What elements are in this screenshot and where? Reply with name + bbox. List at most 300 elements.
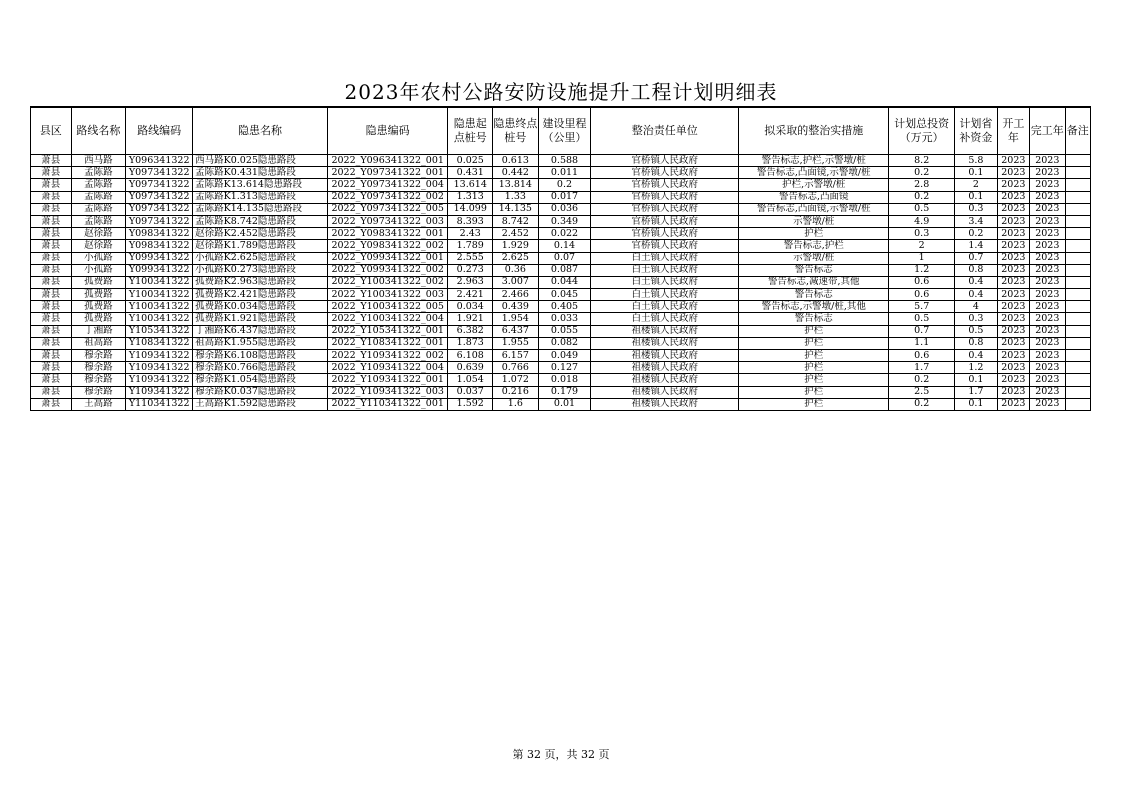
cell-start-stake: 6.382 — [448, 325, 493, 337]
cell-county: 萧县 — [31, 191, 72, 203]
cell-start-year: 2023 — [997, 350, 1029, 362]
cell-hazard-code: 2022_Y097341322_004 — [327, 179, 448, 191]
table-row — [31, 289, 1091, 301]
cell-start-stake: 1.921 — [448, 313, 493, 325]
cell-note — [1065, 374, 1090, 386]
cell-end-stake: 2.452 — [493, 228, 539, 240]
cell-note — [1065, 289, 1090, 301]
cell-route-code: Y100341322 — [126, 301, 193, 313]
cell-responsible-unit: 祖楼镇人民政府 — [591, 337, 739, 349]
cell-end-year: 2023 — [1030, 362, 1065, 374]
cell-hazard-name: 西马路K0.025隐患路段 — [193, 155, 328, 167]
cell-mileage: 0.14 — [538, 240, 591, 252]
cell-hazard-code: 2022_Y097341322_002 — [327, 191, 448, 203]
table-row — [31, 374, 1091, 386]
cell-start-year: 2023 — [997, 215, 1029, 227]
cell-hazard-name: 孟陈路K8.742隐患路段 — [193, 215, 328, 227]
cell-investment: 0.6 — [889, 289, 955, 301]
cell-hazard-name: 孟陈路K0.431隐患路段 — [193, 167, 328, 179]
cell-mileage: 0.055 — [538, 325, 591, 337]
cell-measures: 护栏 — [739, 350, 889, 362]
cell-note — [1065, 301, 1090, 313]
table-header-row — [31, 107, 1091, 155]
cell-end-year: 2023 — [1030, 350, 1065, 362]
cell-note — [1065, 386, 1090, 398]
cell-measures: 警告标志,凸面镜 — [739, 191, 889, 203]
cell-mileage: 0.2 — [538, 179, 591, 191]
cell-note — [1065, 252, 1090, 264]
cell-note — [1065, 203, 1090, 215]
header-note: 备注 — [1065, 107, 1090, 155]
cell-hazard-name: 小孤路K0.273隐患路段 — [193, 264, 328, 276]
cell-end-stake: 0.439 — [493, 301, 539, 313]
cell-hazard-name: 孤费路K2.963隐患路段 — [193, 276, 328, 288]
cell-measures: 示警墩/桩 — [739, 252, 889, 264]
table-row — [31, 228, 1091, 240]
cell-end-year: 2023 — [1030, 398, 1065, 410]
cell-subsidy: 0.3 — [955, 313, 998, 325]
cell-responsible-unit: 官桥镇人民政府 — [591, 167, 739, 179]
cell-start-year: 2023 — [997, 240, 1029, 252]
cell-responsible-unit: 祖楼镇人民政府 — [591, 374, 739, 386]
cell-mileage: 0.01 — [538, 398, 591, 410]
cell-start-year: 2023 — [997, 264, 1029, 276]
cell-county: 萧县 — [31, 203, 72, 215]
cell-measures: 护栏,示警墩/桩 — [739, 179, 889, 191]
header-start-stake: 隐患起点桩号 — [448, 107, 493, 155]
cell-subsidy: 0.3 — [955, 203, 998, 215]
cell-route-code: Y109341322 — [126, 386, 193, 398]
table-row — [31, 203, 1091, 215]
cell-investment: 2.8 — [889, 179, 955, 191]
cell-end-year: 2023 — [1030, 191, 1065, 203]
cell-start-year: 2023 — [997, 337, 1029, 349]
cell-investment: 1.7 — [889, 362, 955, 374]
cell-subsidy: 4 — [955, 301, 998, 313]
cell-start-stake: 1.054 — [448, 374, 493, 386]
cell-investment: 0.2 — [889, 374, 955, 386]
cell-measures: 护栏 — [739, 398, 889, 410]
cell-route-code: Y108341322 — [126, 337, 193, 349]
cell-county: 萧县 — [31, 289, 72, 301]
cell-hazard-code: 2022_Y097341322_003 — [327, 215, 448, 227]
cell-start-year: 2023 — [997, 191, 1029, 203]
cell-measures: 警告标志,减速带,其他 — [739, 276, 889, 288]
cell-hazard-name: 孟陈路K14.135隐患路段 — [193, 203, 328, 215]
cell-subsidy: 0.8 — [955, 337, 998, 349]
cell-start-stake: 1.873 — [448, 337, 493, 349]
cell-hazard-code: 2022_Y108341322_001 — [327, 337, 448, 349]
header-county: 县区 — [31, 107, 72, 155]
cell-hazard-code: 2022_Y097341322_001 — [327, 167, 448, 179]
cell-measures: 警告标志,护栏,示警墩/桩 — [739, 155, 889, 167]
cell-end-stake: 1.6 — [493, 398, 539, 410]
cell-hazard-name: 孟陈路K1.313隐患路段 — [193, 191, 328, 203]
cell-hazard-name: 穆余路K6.108隐患路段 — [193, 350, 328, 362]
cell-route-code: Y098341322 — [126, 228, 193, 240]
cell-end-year: 2023 — [1030, 276, 1065, 288]
cell-route-code: Y100341322 — [126, 276, 193, 288]
cell-start-year: 2023 — [997, 276, 1029, 288]
cell-hazard-name: 孤费路K0.034隐患路段 — [193, 301, 328, 313]
cell-investment: 1.2 — [889, 264, 955, 276]
cell-hazard-name: 王高路K1.592隐患路段 — [193, 398, 328, 410]
cell-start-year: 2023 — [997, 374, 1029, 386]
header-mileage: 建设里程（公里） — [538, 107, 591, 155]
cell-hazard-code: 2022_Y097341322_005 — [327, 203, 448, 215]
cell-county: 萧县 — [31, 215, 72, 227]
cell-start-stake: 1.789 — [448, 240, 493, 252]
cell-county: 萧县 — [31, 398, 72, 410]
cell-end-stake: 1.955 — [493, 337, 539, 349]
cell-hazard-name: 赵徐路K2.452隐患路段 — [193, 228, 328, 240]
cell-subsidy: 0.4 — [955, 350, 998, 362]
cell-route-name: 祖高路 — [71, 337, 126, 349]
cell-responsible-unit: 祖楼镇人民政府 — [591, 325, 739, 337]
page-title: 2023年农村公路安防设施提升工程计划明细表 — [344, 80, 778, 104]
header-measures: 拟采取的整治实措施 — [739, 107, 889, 155]
cell-investment: 0.5 — [889, 203, 955, 215]
table-body — [31, 155, 1091, 411]
cell-hazard-code: 2022_Y109341322_001 — [327, 374, 448, 386]
cell-note — [1065, 325, 1090, 337]
cell-hazard-name: 赵徐路K1.789隐患路段 — [193, 240, 328, 252]
cell-responsible-unit: 官桥镇人民政府 — [591, 191, 739, 203]
cell-start-year: 2023 — [997, 252, 1029, 264]
cell-measures: 警告标志,凸面镜,示警墩/桩 — [739, 203, 889, 215]
cell-responsible-unit: 白土镇人民政府 — [591, 313, 739, 325]
cell-start-stake: 0.037 — [448, 386, 493, 398]
cell-start-year: 2023 — [997, 386, 1029, 398]
table-row — [31, 276, 1091, 288]
cell-subsidy: 1.4 — [955, 240, 998, 252]
cell-start-year: 2023 — [997, 155, 1029, 167]
cell-start-stake: 1.313 — [448, 191, 493, 203]
cell-measures: 警告标志 — [739, 264, 889, 276]
table-row — [31, 337, 1091, 349]
cell-measures: 护栏 — [739, 362, 889, 374]
cell-investment: 2 — [889, 240, 955, 252]
cell-measures: 护栏 — [739, 374, 889, 386]
header-responsible-unit: 整治责任单位 — [591, 107, 739, 155]
cell-start-year: 2023 — [997, 398, 1029, 410]
cell-start-stake: 0.639 — [448, 362, 493, 374]
cell-start-year: 2023 — [997, 167, 1029, 179]
cell-responsible-unit: 白土镇人民政府 — [591, 252, 739, 264]
cell-responsible-unit: 白土镇人民政府 — [591, 289, 739, 301]
cell-end-stake: 14.135 — [493, 203, 539, 215]
cell-route-code: Y110341322 — [126, 398, 193, 410]
cell-subsidy: 5.8 — [955, 155, 998, 167]
header-hazard-code: 隐患编码 — [327, 107, 448, 155]
cell-measures: 警告标志 — [739, 289, 889, 301]
cell-start-stake: 2.43 — [448, 228, 493, 240]
cell-route-code: Y097341322 — [126, 215, 193, 227]
cell-measures: 警告标志,凸面镜,示警墩/桩 — [739, 167, 889, 179]
cell-end-stake: 0.613 — [493, 155, 539, 167]
cell-hazard-code: 2022_Y098341322_001 — [327, 228, 448, 240]
cell-hazard-name: 孤费路K1.921隐患路段 — [193, 313, 328, 325]
cell-subsidy: 0.1 — [955, 374, 998, 386]
cell-investment: 1.1 — [889, 337, 955, 349]
cell-start-year: 2023 — [997, 179, 1029, 191]
cell-investment: 8.2 — [889, 155, 955, 167]
cell-start-stake: 13.614 — [448, 179, 493, 191]
cell-investment: 0.5 — [889, 313, 955, 325]
cell-measures: 护栏 — [739, 228, 889, 240]
cell-route-code: Y105341322 — [126, 325, 193, 337]
table-row — [31, 264, 1091, 276]
cell-hazard-code: 2022_Y105341322_001 — [327, 325, 448, 337]
cell-mileage: 0.087 — [538, 264, 591, 276]
cell-subsidy: 0.5 — [955, 325, 998, 337]
cell-route-code: Y096341322 — [126, 155, 193, 167]
cell-route-name: 穆余路 — [71, 350, 126, 362]
cell-hazard-code: 2022_Y100341322_003 — [327, 289, 448, 301]
cell-note — [1065, 240, 1090, 252]
cell-hazard-code: 2022_Y096341322_001 — [327, 155, 448, 167]
cell-end-stake: 2.466 — [493, 289, 539, 301]
cell-route-code: Y097341322 — [126, 167, 193, 179]
cell-end-year: 2023 — [1030, 228, 1065, 240]
cell-end-year: 2023 — [1030, 179, 1065, 191]
cell-hazard-name: 孟陈路K13.614隐患路段 — [193, 179, 328, 191]
cell-hazard-code: 2022_Y109341322_003 — [327, 386, 448, 398]
cell-start-year: 2023 — [997, 362, 1029, 374]
cell-mileage: 0.049 — [538, 350, 591, 362]
cell-mileage: 0.127 — [538, 362, 591, 374]
cell-note — [1065, 179, 1090, 191]
cell-mileage: 0.036 — [538, 203, 591, 215]
cell-measures: 警告标志 — [739, 313, 889, 325]
cell-mileage: 0.017 — [538, 191, 591, 203]
cell-subsidy: 0.1 — [955, 398, 998, 410]
cell-investment: 4.9 — [889, 215, 955, 227]
cell-hazard-name: 孤费路K2.421隐患路段 — [193, 289, 328, 301]
cell-route-name: 孤费路 — [71, 301, 126, 313]
cell-end-year: 2023 — [1030, 155, 1065, 167]
cell-start-year: 2023 — [997, 313, 1029, 325]
cell-county: 萧县 — [31, 374, 72, 386]
cell-responsible-unit: 官桥镇人民政府 — [591, 228, 739, 240]
cell-route-code: Y097341322 — [126, 203, 193, 215]
cell-subsidy: 2 — [955, 179, 998, 191]
cell-end-stake: 1.33 — [493, 191, 539, 203]
cell-start-stake: 0.034 — [448, 301, 493, 313]
cell-county: 萧县 — [31, 167, 72, 179]
cell-investment: 0.2 — [889, 191, 955, 203]
table-row — [31, 155, 1091, 167]
cell-note — [1065, 362, 1090, 374]
cell-responsible-unit: 白土镇人民政府 — [591, 301, 739, 313]
cell-investment: 0.6 — [889, 350, 955, 362]
table-row — [31, 350, 1091, 362]
cell-route-code: Y100341322 — [126, 289, 193, 301]
cell-start-stake: 0.273 — [448, 264, 493, 276]
table-row — [31, 215, 1091, 227]
cell-county: 萧县 — [31, 155, 72, 167]
cell-measures: 示警墩/桩 — [739, 215, 889, 227]
cell-route-code: Y098341322 — [126, 240, 193, 252]
table-row — [31, 240, 1091, 252]
cell-end-stake: 1.954 — [493, 313, 539, 325]
cell-subsidy: 0.7 — [955, 252, 998, 264]
cell-hazard-name: 丁湘路K6.437隐患路段 — [193, 325, 328, 337]
cell-responsible-unit: 祖楼镇人民政府 — [591, 350, 739, 362]
cell-end-year: 2023 — [1030, 252, 1065, 264]
cell-route-name: 孟陈路 — [71, 167, 126, 179]
cell-county: 萧县 — [31, 386, 72, 398]
cell-mileage: 0.011 — [538, 167, 591, 179]
cell-end-stake: 0.442 — [493, 167, 539, 179]
cell-start-stake: 0.431 — [448, 167, 493, 179]
cell-note — [1065, 155, 1090, 167]
cell-route-name: 小孤路 — [71, 252, 126, 264]
cell-start-stake: 14.099 — [448, 203, 493, 215]
cell-route-code: Y097341322 — [126, 179, 193, 191]
cell-responsible-unit: 白土镇人民政府 — [591, 276, 739, 288]
table-row — [31, 167, 1091, 179]
cell-start-stake: 0.025 — [448, 155, 493, 167]
cell-route-name: 孟陈路 — [71, 179, 126, 191]
cell-route-name: 孟陈路 — [71, 191, 126, 203]
cell-mileage: 0.07 — [538, 252, 591, 264]
cell-county: 萧县 — [31, 362, 72, 374]
header-subsidy: 计划省补资金 — [955, 107, 998, 155]
cell-route-name: 孤费路 — [71, 313, 126, 325]
cell-measures: 警告标志,示警墩/桩,其他 — [739, 301, 889, 313]
cell-end-stake: 0.216 — [493, 386, 539, 398]
cell-subsidy: 1.2 — [955, 362, 998, 374]
cell-county: 萧县 — [31, 179, 72, 191]
cell-route-name: 孤费路 — [71, 289, 126, 301]
cell-note — [1065, 215, 1090, 227]
table-row — [31, 386, 1091, 398]
cell-responsible-unit: 官桥镇人民政府 — [591, 155, 739, 167]
cell-measures: 警告标志,护栏 — [739, 240, 889, 252]
table-row — [31, 179, 1091, 191]
header-investment: 计划总投资（万元） — [889, 107, 955, 155]
cell-subsidy: 1.7 — [955, 386, 998, 398]
cell-county: 萧县 — [31, 276, 72, 288]
cell-county: 萧县 — [31, 325, 72, 337]
cell-end-year: 2023 — [1030, 240, 1065, 252]
cell-start-stake: 2.555 — [448, 252, 493, 264]
cell-route-name: 孤费路 — [71, 276, 126, 288]
table-row — [31, 252, 1091, 264]
cell-mileage: 0.082 — [538, 337, 591, 349]
cell-mileage: 0.588 — [538, 155, 591, 167]
cell-note — [1065, 228, 1090, 240]
cell-investment: 0.7 — [889, 325, 955, 337]
cell-subsidy: 3.4 — [955, 215, 998, 227]
table-row — [31, 301, 1091, 313]
cell-end-stake: 0.766 — [493, 362, 539, 374]
cell-end-stake: 1.072 — [493, 374, 539, 386]
cell-investment: 0.2 — [889, 167, 955, 179]
cell-route-name: 穆余路 — [71, 386, 126, 398]
cell-route-name: 丁湘路 — [71, 325, 126, 337]
cell-responsible-unit: 官桥镇人民政府 — [591, 203, 739, 215]
cell-hazard-code: 2022_Y099341322_001 — [327, 252, 448, 264]
cell-investment: 5.7 — [889, 301, 955, 313]
cell-investment: 0.6 — [889, 276, 955, 288]
cell-end-stake: 6.157 — [493, 350, 539, 362]
cell-county: 萧县 — [31, 264, 72, 276]
cell-route-name: 王高路 — [71, 398, 126, 410]
cell-note — [1065, 264, 1090, 276]
cell-responsible-unit: 官桥镇人民政府 — [591, 179, 739, 191]
cell-mileage: 0.044 — [538, 276, 591, 288]
cell-subsidy: 0.1 — [955, 167, 998, 179]
cell-note — [1065, 191, 1090, 203]
cell-hazard-code: 2022_Y109341322_004 — [327, 362, 448, 374]
cell-investment: 0.3 — [889, 228, 955, 240]
cell-end-year: 2023 — [1030, 264, 1065, 276]
cell-end-year: 2023 — [1030, 325, 1065, 337]
cell-end-year: 2023 — [1030, 215, 1065, 227]
cell-subsidy: 0.1 — [955, 191, 998, 203]
cell-end-year: 2023 — [1030, 386, 1065, 398]
cell-start-year: 2023 — [997, 301, 1029, 313]
header-route-name: 路线名称 — [71, 107, 126, 155]
header-hazard-name: 隐患名称 — [193, 107, 328, 155]
cell-county: 萧县 — [31, 252, 72, 264]
cell-end-year: 2023 — [1030, 374, 1065, 386]
cell-end-year: 2023 — [1030, 337, 1065, 349]
cell-route-code: Y109341322 — [126, 374, 193, 386]
cell-investment: 2.5 — [889, 386, 955, 398]
cell-route-code: Y109341322 — [126, 362, 193, 374]
page-footer: 第 32 页，共 32 页 — [512, 748, 610, 761]
cell-end-year: 2023 — [1030, 289, 1065, 301]
cell-responsible-unit: 祖楼镇人民政府 — [591, 398, 739, 410]
cell-hazard-code: 2022_Y110341322_001 — [327, 398, 448, 410]
table-row — [31, 313, 1091, 325]
cell-end-stake: 2.625 — [493, 252, 539, 264]
cell-start-year: 2023 — [997, 325, 1029, 337]
cell-note — [1065, 350, 1090, 362]
cell-mileage: 0.033 — [538, 313, 591, 325]
cell-start-stake: 2.421 — [448, 289, 493, 301]
cell-note — [1065, 313, 1090, 325]
header-start-year: 开工年 — [997, 107, 1029, 155]
cell-start-year: 2023 — [997, 203, 1029, 215]
cell-route-name: 赵徐路 — [71, 228, 126, 240]
cell-route-code: Y109341322 — [126, 350, 193, 362]
cell-county: 萧县 — [31, 313, 72, 325]
cell-responsible-unit: 官桥镇人民政府 — [591, 215, 739, 227]
cell-hazard-name: 穆余路K0.037隐患路段 — [193, 386, 328, 398]
cell-end-stake: 0.36 — [493, 264, 539, 276]
cell-subsidy: 0.2 — [955, 228, 998, 240]
cell-end-stake: 3.007 — [493, 276, 539, 288]
cell-responsible-unit: 官桥镇人民政府 — [591, 240, 739, 252]
cell-hazard-name: 穆余路K1.054隐患路段 — [193, 374, 328, 386]
cell-start-stake: 2.963 — [448, 276, 493, 288]
cell-subsidy: 0.4 — [955, 289, 998, 301]
cell-route-code: Y100341322 — [126, 313, 193, 325]
cell-responsible-unit: 祖楼镇人民政府 — [591, 362, 739, 374]
cell-county: 萧县 — [31, 240, 72, 252]
cell-route-name: 西马路 — [71, 155, 126, 167]
cell-subsidy: 0.4 — [955, 276, 998, 288]
cell-mileage: 0.179 — [538, 386, 591, 398]
cell-county: 萧县 — [31, 337, 72, 349]
cell-route-code: Y099341322 — [126, 252, 193, 264]
cell-measures: 护栏 — [739, 386, 889, 398]
cell-investment: 1 — [889, 252, 955, 264]
